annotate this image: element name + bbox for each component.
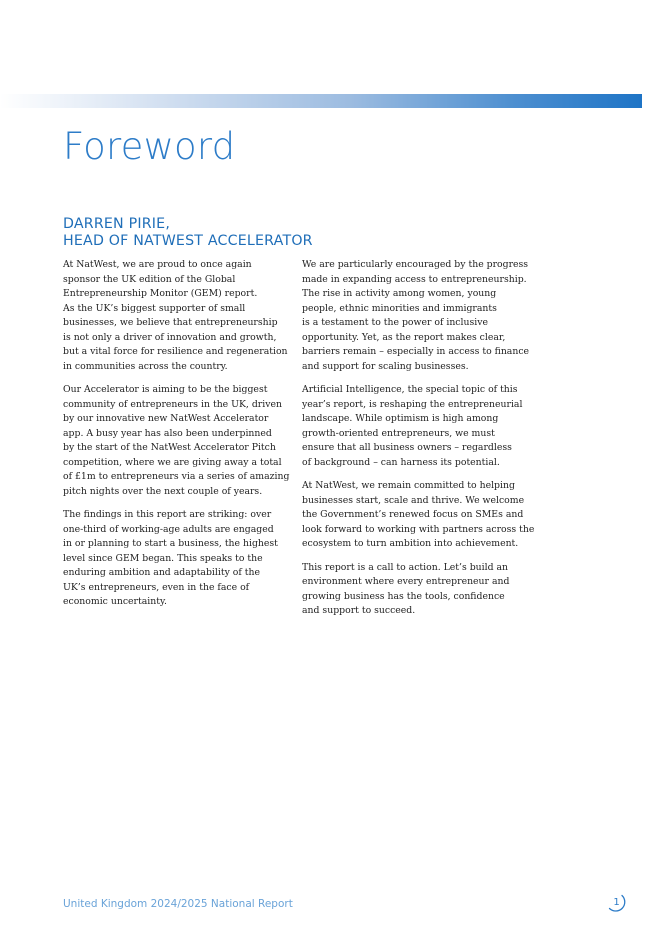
page-number-badge: [606, 893, 630, 915]
text-line: environment where every entrepreneur and: [302, 576, 510, 587]
text-line: level since GEM began. This speaks to the: [63, 552, 263, 564]
text-line: enduring ambition and adaptability of the: [63, 567, 261, 578]
text-line: of background – can harness its potential.: [302, 456, 500, 468]
text-line: in communities across the country.: [63, 360, 228, 372]
text-line: Our Accelerator is aiming to be the biggest: [63, 384, 268, 395]
text-line: is a testament to the power of inclusive: [302, 317, 488, 328]
paragraph: [63, 508, 283, 610]
text-line: barriers remain – especially in access to finance: [302, 346, 530, 357]
text-line: businesses start, scale and thrive. We welcome: [302, 494, 525, 506]
text-line: opportunity. Yet, as the report makes clear,: [302, 331, 506, 343]
footer-report-name: United Kingdom 2024/2025 National Report: [63, 898, 293, 910]
text-line: sponsor the UK edition of the Global: [63, 273, 236, 285]
text-line: At NatWest, we are proud to once again: [63, 259, 252, 270]
text-line: This report is a call to action. Let’s build an: [302, 561, 509, 573]
paragraph: [302, 479, 535, 552]
right-column: [302, 258, 535, 628]
paragraph: [302, 383, 527, 470]
author-heading: [63, 216, 313, 250]
text-line: growing business has the tools, confidence: [302, 590, 505, 602]
left-column: [63, 258, 290, 619]
text-line: The rise in activity among women, young: [302, 288, 497, 299]
text-line: Entrepreneurship Monitor (GEM) report.: [63, 288, 258, 299]
text-line: by the start of the NatWest Accelerator Pitch: [63, 442, 276, 453]
text-line: community of entrepreneurs in the UK, driven: [63, 398, 282, 410]
paragraph: [63, 383, 290, 499]
text-line: landscape. While optimism is high among: [302, 413, 499, 424]
text-line: year’s report, is reshaping the entrepreneurial: [302, 398, 523, 410]
text-line: competition, where we are giving away a total: [63, 456, 282, 468]
text-line: The findings in this report are striking: over: [63, 509, 272, 520]
paragraph: [63, 258, 288, 374]
text-line: economic uncertainty.: [63, 596, 167, 607]
page-number: 1: [613, 897, 620, 908]
text-line: We are particularly encouraged by the progress: [302, 259, 529, 270]
text-line: of £1m to entrepreneurs via a series of amazing: [63, 471, 290, 482]
page-title: Foreword: [63, 125, 236, 168]
text-line: pitch nights over the next couple of years.: [63, 485, 263, 497]
text-line: but a vital force for resilience and regeneration: [63, 346, 288, 357]
paragraph: [302, 258, 530, 374]
text-line: ecosystem to turn ambition into achievement.: [302, 538, 519, 549]
text-line: one-third of working-age adults are engaged: [63, 523, 274, 535]
text-line: As the UK’s biggest supporter of small: [63, 302, 246, 314]
text-line: the Government’s renewed focus on SMEs and: [302, 509, 524, 520]
text-line: UK’s entrepreneurs, even in the face of: [63, 581, 250, 593]
text-line: people, ethnic minorities and immigrants: [302, 302, 497, 314]
header-gradient-band: [0, 94, 642, 108]
text-line: by our innovative new NatWest Accelerator: [63, 413, 269, 424]
text-line: in or planning to start a business, the highest: [63, 538, 278, 549]
author-role: HEAD OF NATWEST ACCELERATOR: [63, 233, 313, 249]
text-line: is not only a driver of innovation and growth,: [63, 331, 277, 343]
text-line: Artificial Intelligence, the special topic of this: [302, 384, 518, 395]
text-line: ensure that all business owners – regardless: [302, 442, 512, 453]
author-name: DARREN PIRIE,: [63, 216, 171, 232]
text-line: At NatWest, we remain committed to helping: [302, 480, 515, 491]
text-line: app. A busy year has also been underpinned: [63, 427, 272, 439]
text-line: and support for scaling businesses.: [302, 360, 469, 372]
text-line: look forward to working with partners across the: [302, 523, 535, 535]
text-line: made in expanding access to entrepreneurship.: [302, 273, 527, 285]
paragraph: [302, 561, 527, 619]
text-line: businesses, we believe that entrepreneurship: [63, 317, 278, 328]
text-line: and support to succeed.: [302, 605, 416, 616]
text-line: growth-oriented entrepreneurs, we must: [302, 427, 495, 439]
